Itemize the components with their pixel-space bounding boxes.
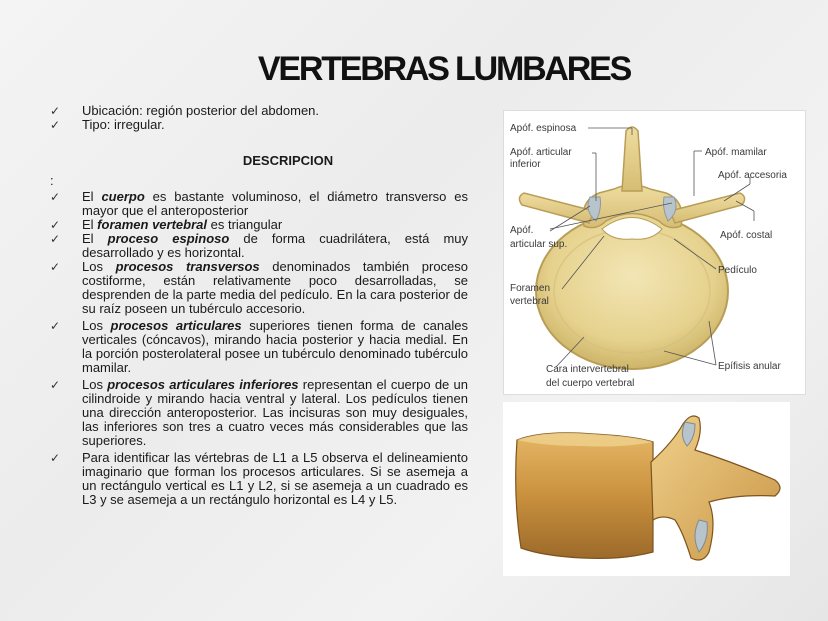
intro-type: Tipo: irregular. — [82, 117, 165, 132]
list-item — [48, 260, 468, 316]
list-item — [48, 319, 468, 375]
vertebra-lateral-view-figure — [503, 402, 790, 576]
list-item — [48, 104, 468, 118]
check-icon: ✓ — [50, 319, 61, 333]
vertebra-lateral-diagram — [503, 402, 790, 576]
label-apof-espinosa: Apóf. espinosa — [510, 123, 577, 134]
list-item — [48, 218, 468, 232]
bullet-list — [48, 104, 468, 507]
colon: : — [50, 173, 54, 188]
label-cara-intervertebral: Cara intervertebral — [546, 364, 629, 375]
list-item — [48, 378, 468, 448]
check-icon: ✓ — [50, 218, 61, 232]
lateral-processes — [651, 416, 780, 560]
check-icon: ✓ — [50, 190, 61, 204]
item-text: Los procesos articulares superiores tienen forma de canales verticales (cóncavos), mirando hacia posterior y hacia medial. En la porción posterolateral posee un tubérculo denominado tubérculo mamilar. — [82, 318, 468, 375]
label-apof-costal: Apóf. costal — [720, 230, 773, 241]
label-foramen-2: vertebral — [510, 296, 549, 307]
label-epifisis-anular: Epífisis anular — [718, 361, 781, 372]
slide-title: VERTEBRAS LUMBARES — [257, 50, 631, 88]
item-text: Los procesos articulares inferiores representan el cuerpo de un cilindroide y mirando hacia ventral y lateral. Los pedículos tienen una dirección anteroposterior. Las incisuras son muy desiguales, las inferiores son tres a cuatro veces más considerables que las superiores. — [82, 377, 468, 448]
label-pediculo: Pedículo — [718, 265, 757, 276]
label-apof-articular-inferior-2: inferior — [510, 159, 541, 170]
transverse-process-right — [670, 193, 745, 223]
check-icon: ✓ — [50, 451, 61, 465]
label-cara-intervertebral-2: del cuerpo vertebral — [546, 378, 635, 389]
item-text: El cuerpo es bastante voluminoso, el diámetro transverso es mayor que el anteroposterior — [82, 189, 468, 218]
item-text: El foramen vertebral es triangular — [82, 217, 283, 232]
item-text: El proceso espinoso de forma cuadrilátera, está muy desarrollado y es horizontal. — [82, 231, 469, 260]
label-apof-mamilar: Apóf. mamilar — [705, 147, 767, 158]
lateral-vertebral-body — [516, 433, 653, 559]
vertebra-superior-view-figure — [503, 110, 806, 395]
check-icon: ✓ — [50, 118, 61, 132]
spinous-process — [622, 127, 642, 191]
check-icon: ✓ — [50, 232, 61, 246]
label-foramen: Foramen — [510, 283, 551, 294]
transverse-process-left — [519, 193, 594, 223]
intro-location: Ubicación: región posterior del abdomen. — [82, 103, 320, 118]
list-item — [48, 118, 468, 132]
list-item — [48, 232, 468, 260]
vertebra-superior-diagram — [504, 111, 807, 396]
check-icon: ✓ — [50, 260, 61, 274]
check-icon: ✓ — [50, 378, 61, 392]
list-item — [48, 190, 468, 218]
check-icon: ✓ — [50, 104, 61, 118]
section-heading: DESCRIPCION — [242, 153, 334, 168]
label-apof-accesoria: Apóf. accesoria — [718, 170, 787, 181]
item-text: Para identificar las vértebras de L1 a L5 observa el delineamiento imaginario que forman los procesos articulares. Si se asemeja a un rectángulo vertical es L1 y L2, si se asemeja a un cuadrado es L3 y se asemeja a un rectángulo horizontal es L4 y L5. — [82, 450, 468, 507]
item-text: Los procesos transversos denominados también proceso costiforme, están relativamente poco desarrolladas, se desprenden de la parte media del pedículo. En la cara posterior de su raíz poseen un tubérculo accesorio. — [82, 259, 469, 316]
label-apof-articular-sup: Apóf. — [510, 225, 534, 236]
list-item — [48, 451, 468, 507]
label-apof-articular-inferior: Apóf. articular — [510, 147, 572, 158]
label-apof-articular-sup-2: articular sup. — [510, 239, 568, 250]
